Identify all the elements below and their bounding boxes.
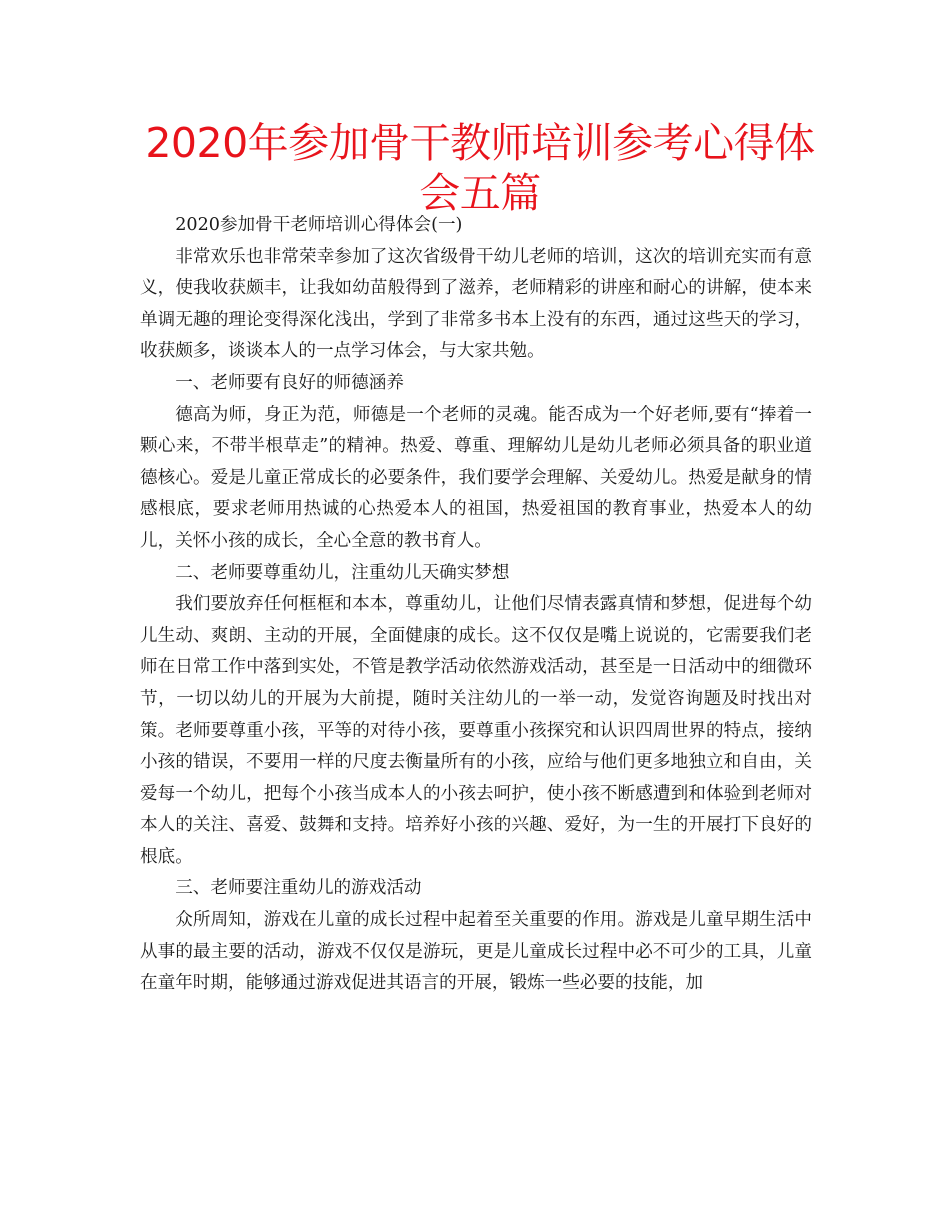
paragraph-intro: 非常欢乐也非常荣幸参加了这次省级骨干幼儿老师的培训，这次的培训充实而有意义，使我收获颇丰，让我如幼苗般得到了滋养，老师精彩的讲座和耐心的讲解，使本来单调无趣的理论变得深化浅出，学到了非常多书本上没有的东西，通过这些天的学习，收获颇多，谈谈本人的一点学习体会，与大家共勉。 <box>140 246 812 362</box>
paragraph-2: 我们要放弃任何框框和本本，尊重幼儿，让他们尽情表露真情和梦想，促进每个幼儿生动、爽朗、主动的开展，全面健康的成长。这不仅仅是嘴上说说的，它需要我们老师在日常工作中落到实处，不管是教学活动依然游戏活动，甚至是一日活动中的细微环节，一切以幼儿的开展为大前提，随时关注幼儿的一举一动，发觉咨询题及时找出对策。老师要尊重小孩，平等的对待小孩，要尊重小孩探究和认识四周世界的特点，接纳小孩的错误，不要用一样的尺度去衡量所有的小孩，应给与他们更多地独立和自由，关爱每一个幼儿，把每个小孩当成本人的小孩去呵护，使小孩不断感遭到和体验到老师对本人的关注、喜爱、鼓舞和支持。培养好小孩的兴趣、爱好，为一生的开展打下良好的根底。 <box>140 594 812 867</box>
section-heading-2: 二、老师要尊重幼儿，注重幼儿天确实梦想 <box>175 562 510 583</box>
section-subtitle: 2020参加骨干老师培训心得体会(一) <box>175 215 463 235</box>
document-title: 2020年参加骨干教师培训参考心得体会五篇 <box>145 119 815 217</box>
section-heading-1: 一、老师要有良好的师德涵养 <box>175 372 404 393</box>
document-body <box>140 210 812 1000</box>
section-heading-3: 三、老师要注重幼儿的游戏活动 <box>175 878 422 899</box>
paragraph-1: 德高为师，身正为范，师德是一个老师的灵魂。能否成为一个好老师,要有“捧着一颗心来，不带半根草走”的精神。热爱、尊重、理解幼儿是幼儿老师必须具备的职业道德核心。爱是儿童正常成长的必要条件，我们要学会理解、关爱幼儿。热爱是献身的情感根底，要求老师用热诚的心热爱本人的祖国，热爱祖国的教育事业，热爱本人的幼儿，关怀小孩的成长，全心全意的教书育人。 <box>140 404 812 551</box>
paragraph-3: 众所周知，游戏在儿童的成长过程中起着至关重要的作用。游戏是儿童早期生活中从事的最主要的活动，游戏不仅仅是游玩，更是儿童成长过程中必不可少的工具，儿童在童年时期，能够通过游戏促进其语言的开展，锻炼一些必要的技能，加 <box>140 910 812 994</box>
